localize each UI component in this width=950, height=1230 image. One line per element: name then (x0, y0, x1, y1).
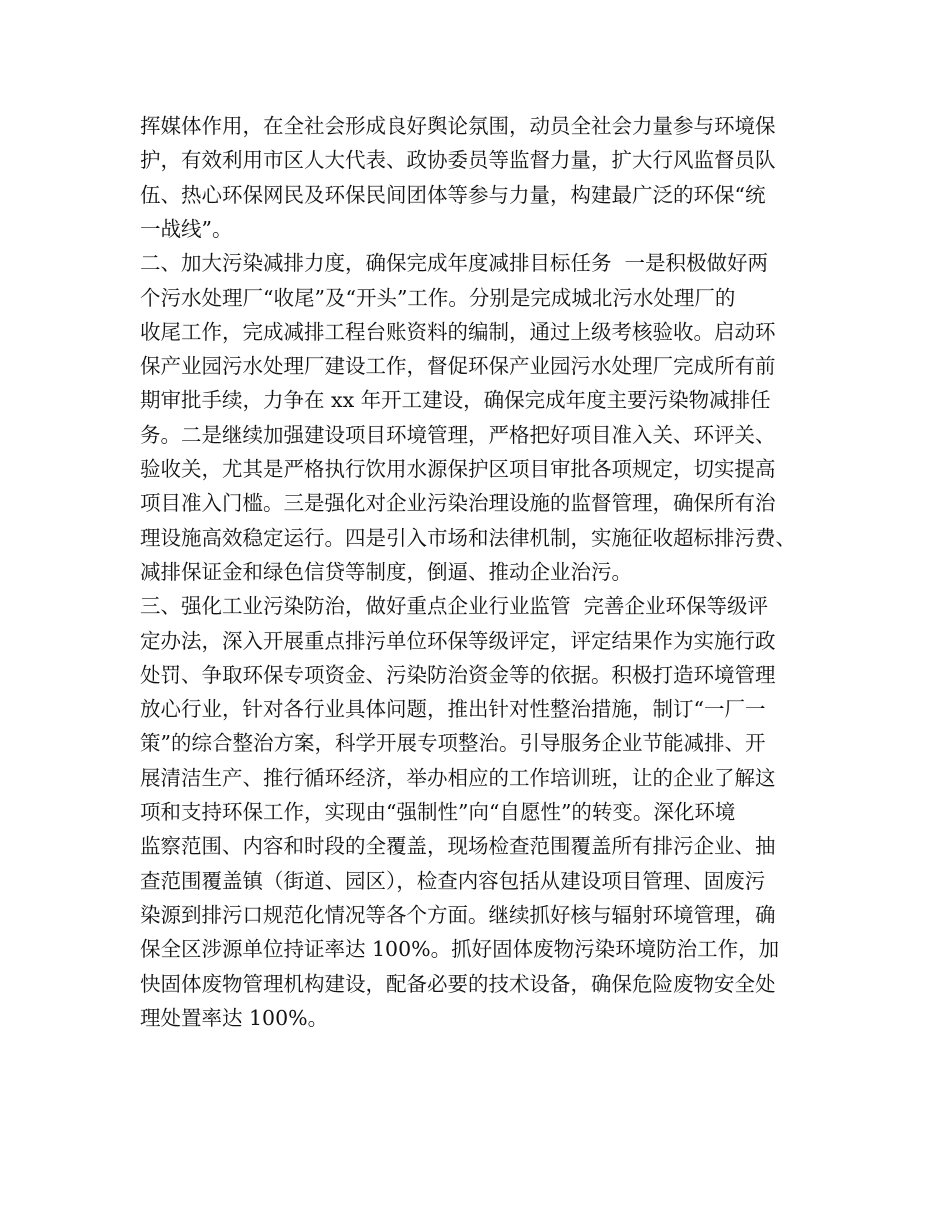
paragraph-line: 监察范围、内容和时段的全覆盖，现场检查范围覆盖所有排污企业、抽 (140, 834, 776, 859)
paragraph-line: 三、强化工业污染防治，做好重点企业行业监管 完善企业环保等级评 (140, 594, 769, 619)
paragraph-line: 放心行业，针对各行业具体问题，推出针对性整治措施，制订“一厂一 (140, 697, 766, 722)
paragraph-line: 验收关，尤其是严格执行饮用水源保护区项目审批各项规定，切实提高 (140, 457, 776, 481)
paragraph-line: 展清洁生产、推行循环经济，举办相应的工作培训班，让的企业了解这 (140, 765, 776, 790)
paragraph-line: 快固体废物管理机构建设，配备必要的技术设备，确保危险废物安全处 (140, 971, 776, 996)
paragraph-line: 减排保证金和绿色信贷等制度，倒逼、推动企业治污。 (140, 559, 632, 584)
paragraph-line: 个污水处理厂“收尾”及“开头”工作。分别是完成城北污水处理厂的 (140, 285, 736, 310)
paragraph-line: 项和支持环保工作，实现由“强制性”向“自愿性”的转变。深化环境 (140, 800, 736, 824)
paragraph-line: 理设施高效稳定运行。四是引入市场和法律机制，实施征收超标排污费、 (140, 525, 796, 550)
paragraph-line: 期审批手续，力争在 xx 年开工建设，确保完成年度主要污染物减排任 (140, 388, 771, 413)
paragraph-line: 理处置率达 100%。 (140, 1005, 329, 1030)
paragraph-line: 保产业园污水处理厂建设工作，督促环保产业园污水处理厂完成所有前 (140, 354, 776, 379)
paragraph-line: 挥媒体作用，在全社会形成良好舆论氛围，动员全社会力量参与环境保 (140, 114, 776, 138)
paragraph-line: 伍、热心环保网民及环保民间团体等参与力量，构建最广泛的环保“统 (140, 182, 766, 207)
paragraph-line: 染源到排污口规范化情况等各个方面。继续抓好核与辐射环境管理，确 (140, 902, 776, 927)
paragraph-line: 收尾工作，完成减排工程台账资料的编制，通过上级考核验收。启动环 (140, 319, 776, 344)
paragraph-line: 项目准入门槛。三是强化对企业污染治理设施的监督管理，确保所有治 (140, 491, 776, 516)
paragraph-line: 保全区涉源单位持证率达 100%。抓好固体废物污染环境防治工作，加 (140, 937, 780, 962)
paragraph-line: 定办法，深入开展重点排污单位环保等级评定，评定结果作为实施行政 (140, 628, 776, 653)
paragraph-line: 护，有效利用市区人大代表、政协委员等监督力量，扩大行风监督员队 (140, 148, 776, 173)
paragraph-line: 务。二是继续加强建设项目环境管理，严格把好项目准入关、环评关、 (140, 422, 776, 447)
paragraph-line: 二、加大污染减排力度，确保完成年度减排目标任务 一是积极做好两 (140, 251, 769, 276)
paragraph-line: 处罚、争取环保专项资金、污染防治资金等的依据。积极打造环境管理 (140, 662, 776, 687)
paragraph-line: 一战线”。 (140, 216, 233, 241)
paragraph-line: 策”的综合整治方案，科学开展专项整治。引导服务企业节能减排、开 (140, 731, 766, 756)
paragraph-line: 查范围覆盖镇（街道、园区），检查内容包括从建设项目管理、固废污 (140, 868, 766, 893)
